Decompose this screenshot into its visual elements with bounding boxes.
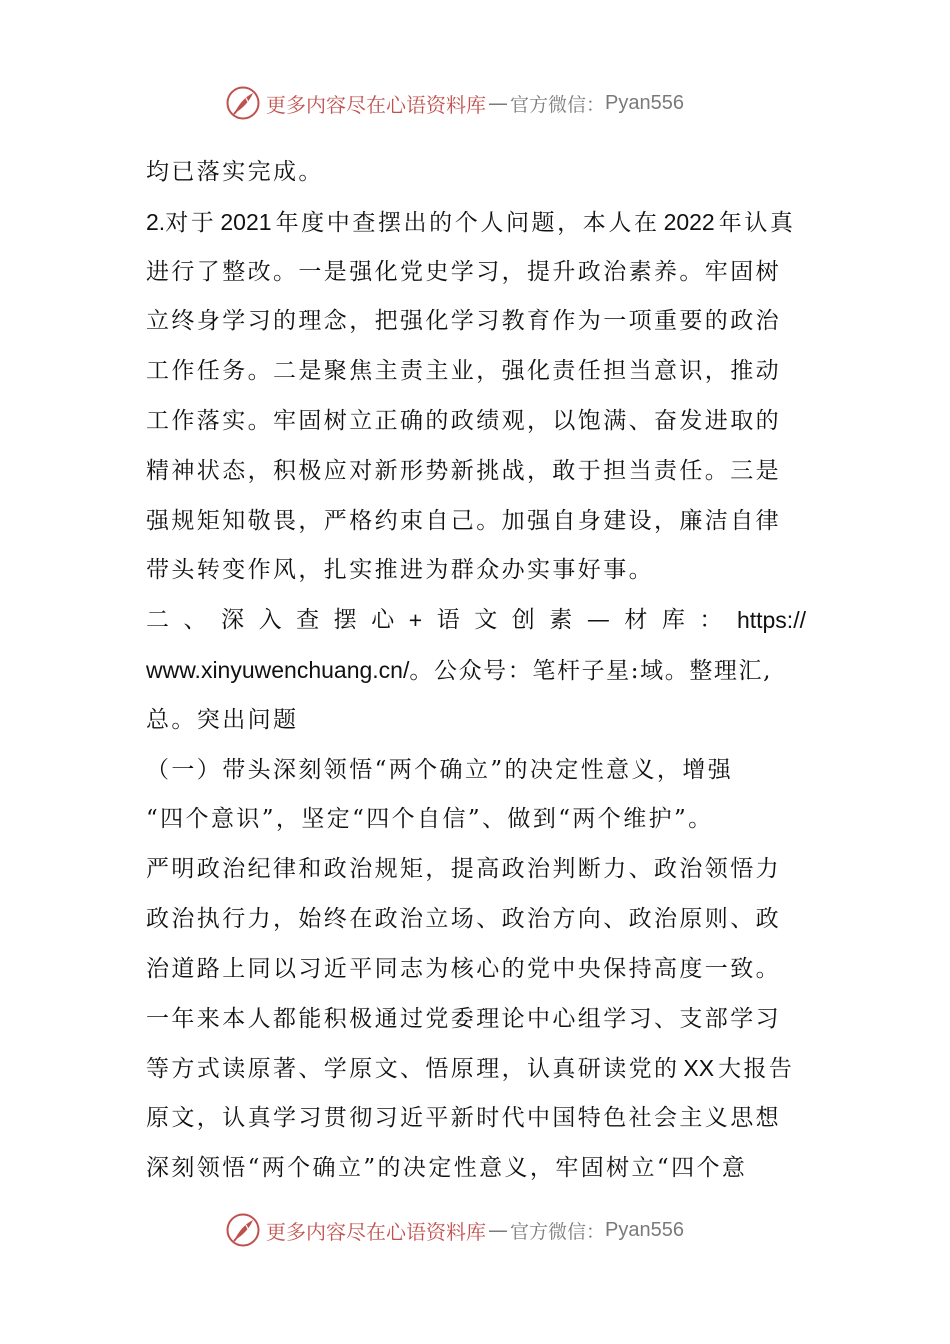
header-sub-text: 官方微信： (510, 93, 606, 116)
text-line (146, 646, 806, 696)
text-fragment: 对于 (165, 209, 217, 236)
text-line: 均已落实完成。 (146, 159, 324, 185)
text-line: （一）带头深刻领悟“两个确立”的决定性意义，增强 (146, 756, 734, 783)
heading-char: 深 (221, 607, 245, 634)
heading-char: ： (699, 607, 723, 634)
text-line: 治道路上同以习近平同志为核心的党中央保持高度一致。 (146, 955, 781, 982)
year-value: 2022 (663, 208, 715, 235)
text-line: 严明政治纪律和政治规矩，提高政治判断力、政治领悟力 (146, 856, 781, 883)
heading-char: 文 (474, 607, 498, 634)
url-link-start: https:// (736, 607, 806, 634)
year-value: 2021 (220, 208, 272, 235)
text-fragment: 。公众号：笔杆子星:域。整理汇, (409, 657, 773, 684)
heading-char: 查 (296, 607, 320, 634)
header-wechat-id: Pyan556 (605, 91, 684, 114)
heading-char: 素 (549, 607, 573, 634)
text-line: 政治执行力，始终在政治立场、政治方向、政治原则、政 (146, 905, 781, 932)
text-line: “四个意识”，坚定“四个自信”、做到“两个维护”。 (146, 806, 714, 833)
list-number: 2. (146, 208, 166, 235)
text-line: 一年来本人都能积极通过党委理论中心组学习、支部学习 (146, 1005, 781, 1032)
quill-pen-logo-icon (226, 86, 260, 120)
header-main-text: 更多内容尽在心语资料库 (266, 92, 486, 117)
heading-char: 材 (624, 607, 648, 634)
text-line: 带头转变作风，扎实推进为群众办实事好事。 (146, 557, 654, 584)
text-line: 原文，认真学习贯彻习近平新时代中国特色社会主义思想 (146, 1105, 781, 1132)
heading-char: 创 (511, 607, 535, 634)
heading-char: — (586, 607, 610, 634)
text-line: 工作任务。二是聚焦主责主业，强化责任担当意识，推动 (146, 358, 781, 385)
heading-char: 心 (371, 607, 395, 634)
footer-banner (226, 1211, 746, 1249)
text-fragment: 年度中查摆出的个人问题，本人在 (275, 209, 660, 236)
text-line: 强规矩知敬畏，严格约束自己。加强自身建设，廉洁自律 (146, 507, 781, 534)
text-line (146, 198, 806, 248)
heading-char: 二 (146, 607, 169, 634)
url-link: www.xinyuwenchuang.cn/ (146, 656, 410, 683)
text-fragment: XX (683, 1055, 715, 1082)
text-fragment: 等方式读原著、学原文、悟原理，认真研读党的 (146, 1056, 680, 1083)
text-line (146, 1044, 806, 1094)
heading-char: 入 (258, 607, 282, 634)
footer-sub-text: 官方微信： (510, 1220, 606, 1243)
quill-pen-logo-icon (226, 1213, 260, 1247)
footer-main-text: 更多内容尽在心语资料库 (266, 1219, 486, 1244)
header-banner (226, 84, 746, 122)
document-body (146, 148, 806, 1194)
text-line: 立终身学习的理念，把强化学习教育作为一项重要的政治 (146, 308, 781, 335)
text-fragment: 大报告 (718, 1056, 795, 1083)
text-line: 深刻领悟“两个确立”的决定性意义，牢固树立“四个意 (146, 1154, 748, 1181)
header-dash: — (488, 91, 508, 115)
heading-char: 、 (183, 607, 207, 634)
heading-char: + (408, 607, 423, 634)
text-line: 精神状态，积极应对新形势新挑战，敢于担当责任。三是 (146, 457, 781, 484)
footer-wechat-id: Pyan556 (605, 1218, 684, 1241)
text-line: 进行了整改。一是强化党史学习，提升政治素养。牢固树 (146, 258, 781, 285)
footer-dash: — (488, 1218, 508, 1242)
section-heading-line (146, 596, 806, 646)
text-line: 总。突出问题 (146, 706, 299, 733)
text-fragment: 年认真 (718, 209, 796, 236)
heading-char: 库 (661, 607, 685, 634)
text-line: 工作落实。牢固树立正确的政绩观，以饱满、奋发进取的 (146, 407, 781, 434)
heading-char: 摆 (333, 607, 357, 634)
heading-char: 语 (436, 607, 460, 634)
